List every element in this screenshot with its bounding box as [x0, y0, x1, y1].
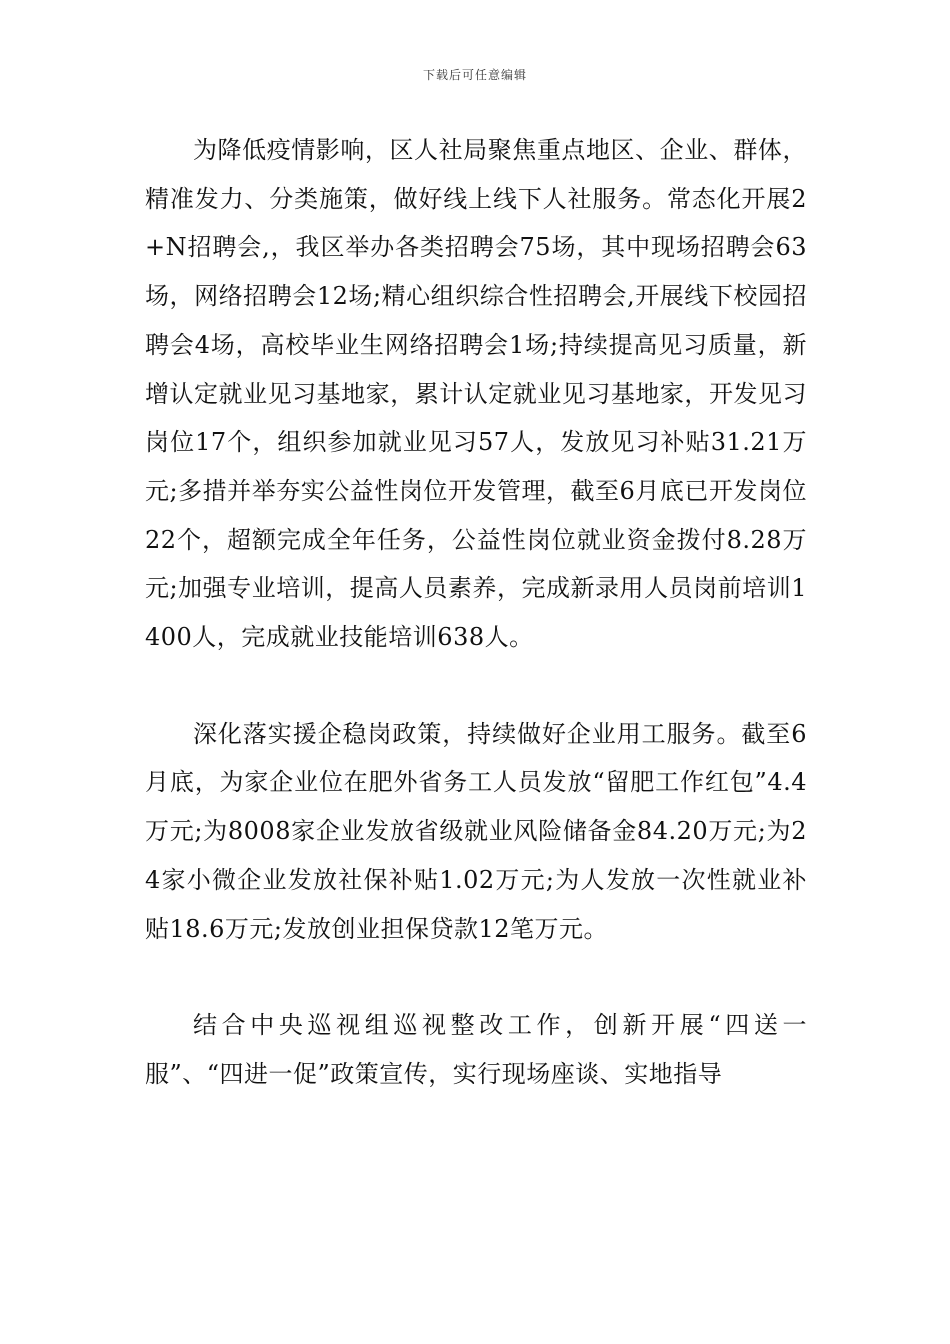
document-body [145, 126, 807, 1099]
paragraph-inspection: 结合中央巡视组巡视整改工作，创新开展“四送一服”、“四进一促”政策宣传，实行现场座谈、实地指导 [145, 1011, 807, 1088]
paragraph-recruitment: 为降低疫情影响，区人社局聚焦重点地区、企业、群体，精准发力、分类施策，做好线上线下人社服务。常态化开展2+N招聘会,，我区举办各类招聘会75场，其中现场招聘会63场，网络招聘会12场;精心组织综合性招聘会,开展线下校园招聘会4场，高校毕业生网络招聘会1场;持续提高见习质量，新增认定就业见习基地家，累计认定就业见习基地家，开发见习岗位17个，组织参加就业见习57人，发放见习补贴31.21万元;多措并举夯实公益性岗位开发管理，截至6月底已开发岗位22个，超额完成全年任务，公益性岗位就业资金拨付8.28万元;加强专业培训，提高人员素养，完成新录用人员岗前培训1400人，完成就业技能培训638人。 [145, 136, 807, 652]
download-note: 下载后可任意编辑 [422, 68, 527, 82]
paragraph-enterprise-support: 深化落实援企稳岗政策，持续做好企业用工服务。截至6月底，为家企业位在肥外省务工人员发放“留肥工作红包”4.4万元;为8008家企业发放省级就业风险储备金84.20万元;为24家小微企业发放社保补贴1.02万元;为人发放一次性就业补贴18.6万元;发放创业担保贷款12笔万元。 [145, 719, 807, 943]
